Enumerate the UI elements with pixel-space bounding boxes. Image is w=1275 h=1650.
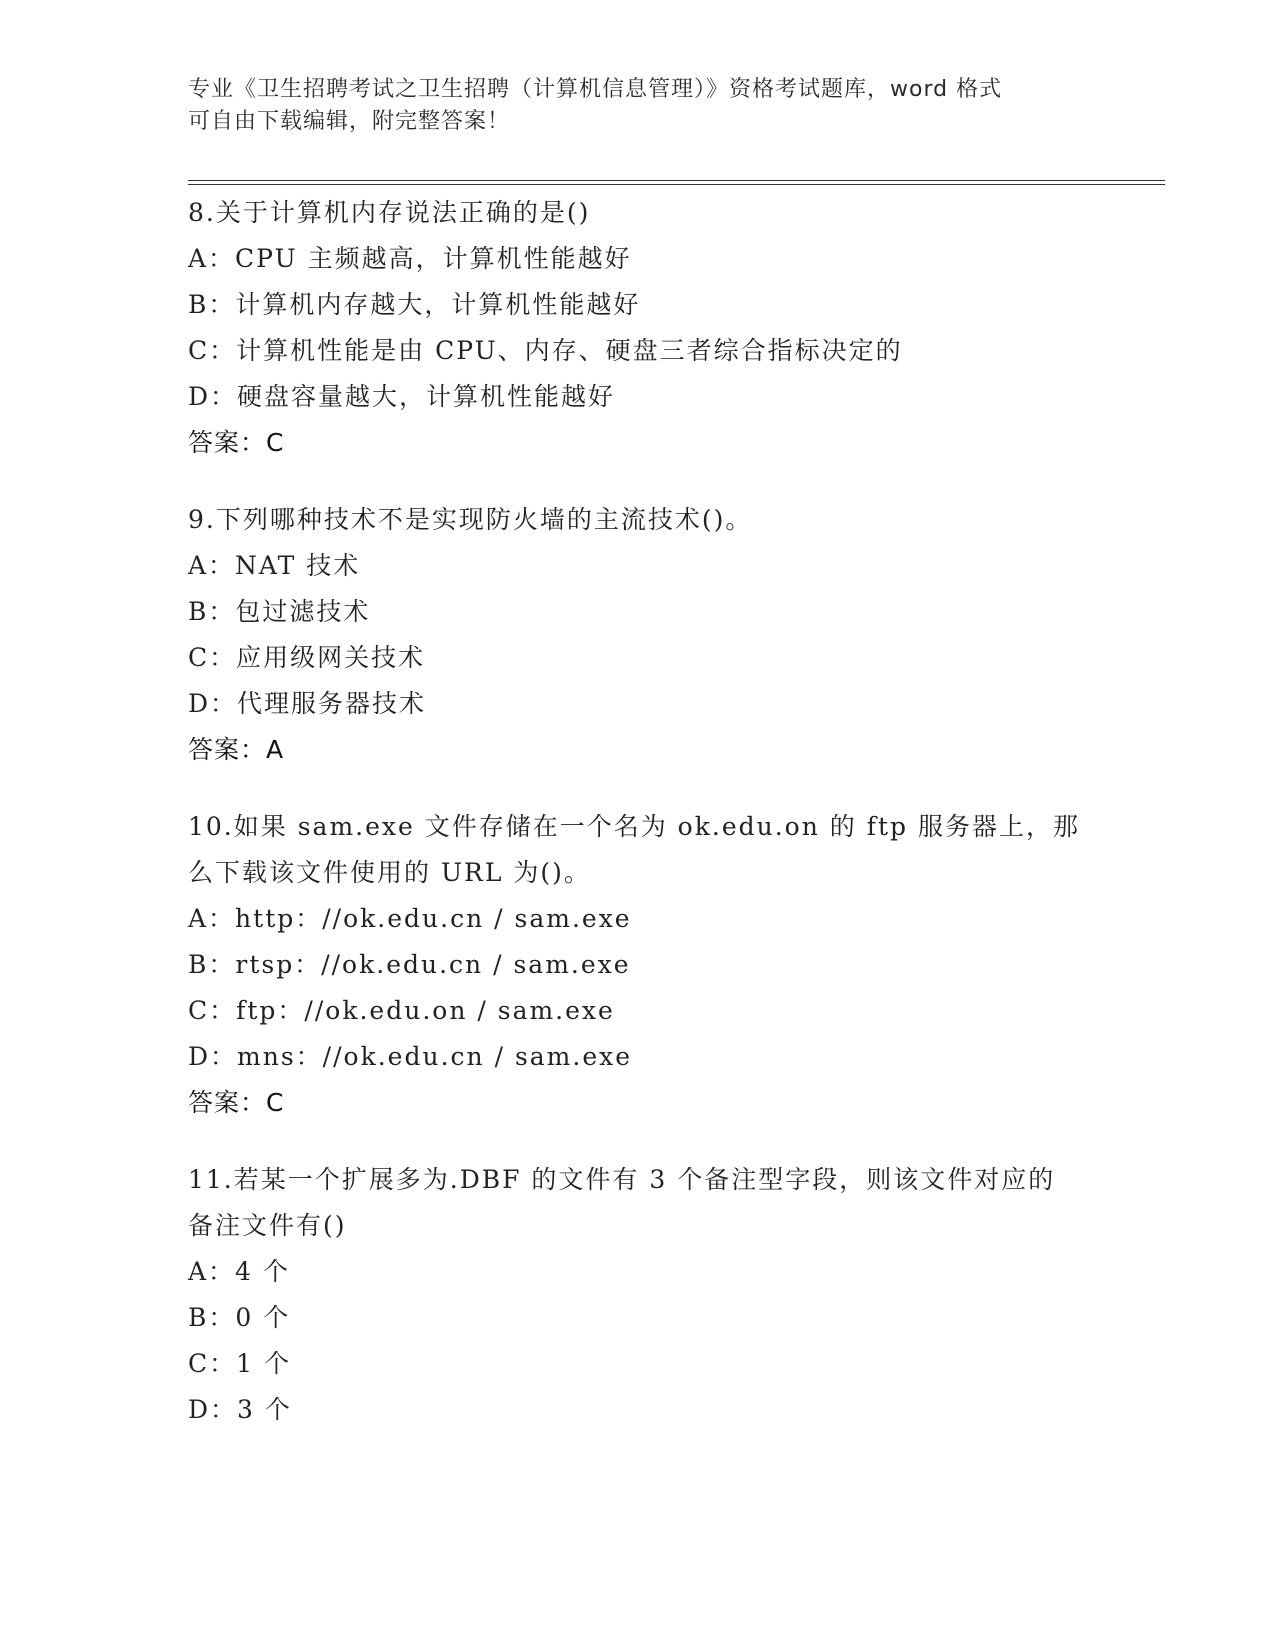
question-stem-line-2: 么下载该文件使用的 URL 为()。 [188,858,591,887]
header-rule-bottom [188,184,1165,185]
question-stem-line-1: 10.如果 sam.exe 文件存储在一个名为 ok.edu.on 的 ftp 服务器上，那 [188,812,1080,841]
question-9 [188,497,1088,773]
question-10 [188,804,1088,1126]
option-c: C：ftp：//ok.edu.on / sam.exe [188,996,615,1025]
option-d: D：mns：//ok.edu.cn / sam.exe [188,1042,633,1071]
option-b: B：包过滤技术 [188,597,371,626]
option-c: C：应用级网关技术 [188,643,426,672]
question-11 [188,1157,1088,1433]
option-b: B：计算机内存越大，计算机性能越好 [188,290,641,319]
option-d: D：硬盘容量越大，计算机性能越好 [188,382,616,411]
option-d: D：3 个 [188,1395,292,1424]
question-stem: 8.关于计算机内存说法正确的是() [188,198,591,227]
question-stem-line-2: 备注文件有() [188,1211,347,1240]
option-d: D：代理服务器技术 [188,689,427,718]
option-c: C：1 个 [188,1349,291,1378]
header-line-2: 可自由下载编辑，附完整答案！ [188,109,511,134]
header-rule-top [188,180,1165,181]
question-stem-line-1: 11.若某一个扩展多为.DBF 的文件有 3 个备注型字段，则该文件对应的 [188,1165,1056,1194]
option-b: B：0 个 [188,1303,291,1332]
option-a: A：http：//ok.edu.cn / sam.exe [188,904,632,933]
header-line-1: 专业《卫生招聘考试之卫生招聘（计算机信息管理）》资格考试题库，word 格式 [188,77,1003,102]
option-b: B：rtsp：//ok.edu.cn / sam.exe [188,950,631,979]
document-header [188,74,1088,138]
option-c: C：计算机性能是由 CPU、内存、硬盘三者综合指标决定的 [188,336,903,365]
answer-line: 答案：C [188,428,285,457]
question-8 [188,190,1088,466]
option-a: A：4 个 [188,1257,290,1286]
answer-line: 答案：C [188,1088,285,1117]
option-a: A：CPU 主频越高，计算机性能越好 [188,244,632,273]
option-a: A：NAT 技术 [188,551,361,580]
answer-line: 答案：A [188,735,285,764]
question-list [188,190,1088,1464]
question-stem: 9.下列哪种技术不是实现防火墙的主流技术()。 [188,505,753,534]
